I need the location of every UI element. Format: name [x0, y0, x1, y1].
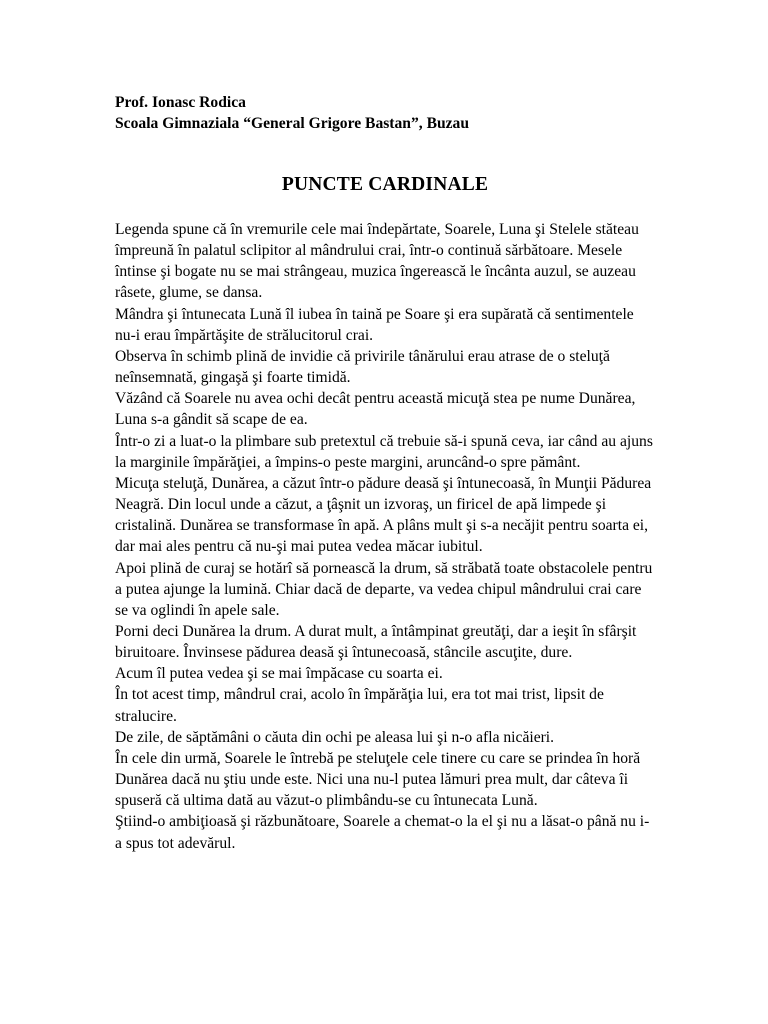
paragraph: În tot acest timp, mândrul crai, acolo în împărăţia lui, era tot mai trist, lipsit de stralucire.: [115, 686, 604, 725]
paragraph: Ştiind-o ambiţioasă şi răzbunătoare, Soarele a chemat-o la el şi nu a lăsat-o până nu i-a spus tot adevărul.: [115, 813, 650, 852]
paragraph: Mândra şi întunecata Lună îl iubea în taină pe Soare şi era supărată că sentimentele nu-i erau împărtăşite de strălucitorul crai.: [115, 305, 634, 344]
paragraph: Porni deci Dunărea la drum. A durat mult, a întâmpinat greutăţi, dar a ieşit în sfârşit biruitoare. Învinsese pădurea deasă şi întunecoasă, stâncile ascuţite, dure.: [115, 622, 637, 662]
document-page: [115, 92, 655, 854]
paragraph: Observa în schimb plină de invidie că privirile tânărului erau atrase de o steluţă neînsemnată, gingaşă şi foarte timidă.: [115, 347, 610, 387]
paragraph: Acum îl putea vedea şi se mai împăcase cu soarta ei.: [115, 665, 443, 683]
paragraph: Legenda spune că în vremurile cele mai îndepărtate, Soarele, Luna şi Stelele stăteau împreună în palatul sclipitor al mândrului crai, într-o continuă sărbătoare. Mesele întinse şi bogate nu se mai strângeau, muzica îngerească le încânta auzul, se auzeau râsete, glume, se dansa.: [115, 221, 639, 302]
paragraph: Văzând că Soarele nu avea ochi decât pentru această micuţă stea pe nume Dunărea, Luna s-a gândit să scape de ea.: [115, 390, 636, 429]
paragraph: De zile, de săptămâni o căuta din ochi pe aleasa lui şi n-o afla nicăieri.: [115, 728, 555, 746]
paragraph: În cele din urmă, Soarele le întrebă pe steluţele cele tinere cu care se prindea în horă Dunărea dacă nu ştiu unde este. Nici una nu-l putea lămuri prea mult, dar câteva îi spuseră că ultima dată au văzut-o plimbându-se cu întunecata Lună.: [115, 749, 641, 810]
paragraph: Apoi plină de curaj se hotărî să pornească la drum, să străbată toate obstacolele pentru a putea ajunge la lumină. Chiar dacă de departe, va vedea chipul mândrului crai care se va oglindi în apele sale.: [115, 559, 653, 619]
paragraph: Micuţa steluţă, Dunărea, a căzut într-o pădure deasă şi întunecoasă, în Munţii Pădurea Neagră. Din locul unde a căzut, a ţâşnit un izvoraş, un firicel de apă limpede şi cristalină. Dunărea se transformase în apă. A plâns mult şi s-a necăjit pentru soarta ei, dar mai ales pentru că nu-şi mai putea vedea măcar iubitul.: [115, 474, 652, 556]
document-title: PUNCTE CARDINALE: [281, 174, 489, 195]
school-name: Scoala Gimnaziala “General Grigore Bastan”, Buzau: [115, 115, 470, 132]
paragraph: Într-o zi a luat-o la plimbare sub pretextul că trebuie să-i spună ceva, iar când au ajuns la marginile împărăţiei, a împins-o peste margini, aruncând-o spre pământ.: [115, 432, 653, 471]
document-body: [115, 219, 655, 854]
author-name: Prof. Ionasc Rodica: [115, 94, 246, 111]
